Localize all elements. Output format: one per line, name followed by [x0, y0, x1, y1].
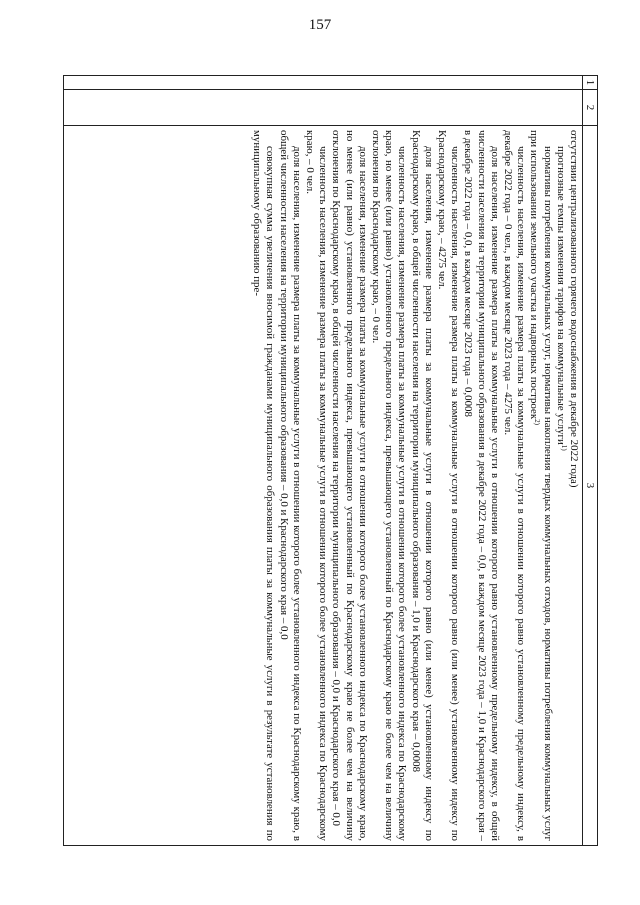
- paragraph-text: численность населения, изменение размера платы за коммунальные услуги в отношении которого более установленного индекса по Краснодарскому краю, – 0 чел.: [303, 130, 330, 841]
- page-number: 157: [308, 17, 332, 33]
- paragraph: [501, 130, 527, 841]
- header-row: [583, 76, 598, 846]
- footnote-marker: 1): [559, 444, 568, 451]
- paragraph-text: численность населения, изменение размера платы за коммунальные услуги в отношении которого более установленного индекса по Краснодарскому краю, но менее (или равно) установленного предельного индекса, превышающего установленный по Краснодарскому краю не более чем на величину отклонения по Краснодарскому краю, – 0 чел.: [369, 130, 409, 841]
- header-col-1: 1: [583, 76, 598, 90]
- paragraph: [250, 130, 276, 841]
- paragraph-text: доля населения, изменение размера платы за коммунальные услуги в отношении которого более установленного индекса по Краснодарскому краю, но менее (или равно) установленного предельного индекса, превышающего установленный по Краснодарскому краю не более чем на величину отклонения по Краснодарскому краю, в общей численности населения на территории муниципального образования – 0,0 и Краснодарского края – 0,0: [330, 130, 369, 841]
- paragraph-text: нормативы потребления коммунальных услуг, нормативы накопления твердых коммунальных отходов, нормативы потребления коммунальных услуг при использовании земельного участка и надворных построек: [528, 130, 554, 841]
- paragraph-text: доля населения, изменение размера платы за коммунальные услуги в отношении которого более установленного индекса по Краснодарскому краю, в общей численности населения на территории муниципального образования – 0,0 и Краснодарского края – 0,0: [277, 130, 303, 841]
- table-row: [64, 76, 583, 846]
- paragraph: [527, 130, 553, 841]
- data-table: [63, 75, 598, 846]
- footnote-marker: 2): [533, 419, 542, 425]
- paragraph-text: доля населения, изменение размера платы за коммунальные услуги в отношении которого равно установленному предельному индексу, в общей численности населения на территории муниципального образования в декабре 2022 года – 0,0, в каждом месяце 2023 года – 1,0 и Краснодарского края – в декабре 2022 года – 0,0, в каждом месяце 2023 года – 0,0008: [462, 130, 501, 841]
- paragraph-text: численность населения, изменение размера платы за коммунальные услуги в отношении которого равно (или менее) установленному индексу по Краснодарскому краю, – 4275 чел.: [435, 130, 462, 841]
- paragraph: [276, 130, 302, 841]
- paragraph-text: прогнозные темпы изменения тарифов на коммунальные услуги: [554, 146, 567, 445]
- paragraph: [554, 130, 567, 841]
- header-col-3: 3: [583, 126, 598, 846]
- cell-text: [250, 126, 582, 845]
- paragraph: [435, 130, 461, 841]
- paragraph-text: численность населения, изменение размера платы за коммунальные услуги в отношении которого равно установленному предельному индексу, в декабре 2022 года – 0 чел., в каждом месяце 2023 года – 4275 чел.: [501, 130, 528, 841]
- paragraph: [303, 130, 329, 841]
- header-col-2: 2: [583, 90, 598, 126]
- paragraph: [369, 130, 409, 841]
- paragraph: [329, 130, 369, 841]
- paragraph-text: совокупная сумма увеличения вносимой гражданами муниципального образования платы за коммунальные услуги в результате установления по муниципальному образованию пре-: [251, 130, 277, 841]
- paragraph-text: отсутствии централизованного горячего водоснабжения в декабре 2022 года): [568, 130, 580, 488]
- cell-col-1: [64, 76, 583, 90]
- rotated-table-sheet: [63, 75, 598, 845]
- paragraph: [408, 130, 434, 841]
- paragraph: [567, 130, 580, 841]
- cell-col-2: [64, 90, 583, 126]
- paragraph: [461, 130, 501, 841]
- cell-col-3: [64, 126, 583, 846]
- paragraph-text: доля населения, изменение размера платы за коммунальные услуги в отношении которого равно (или менее) установленному индексу по Краснодарскому краю, в общей численности населения на территории муниципального образования – 1,0 и Краснодарского края – 0,0008: [409, 130, 435, 841]
